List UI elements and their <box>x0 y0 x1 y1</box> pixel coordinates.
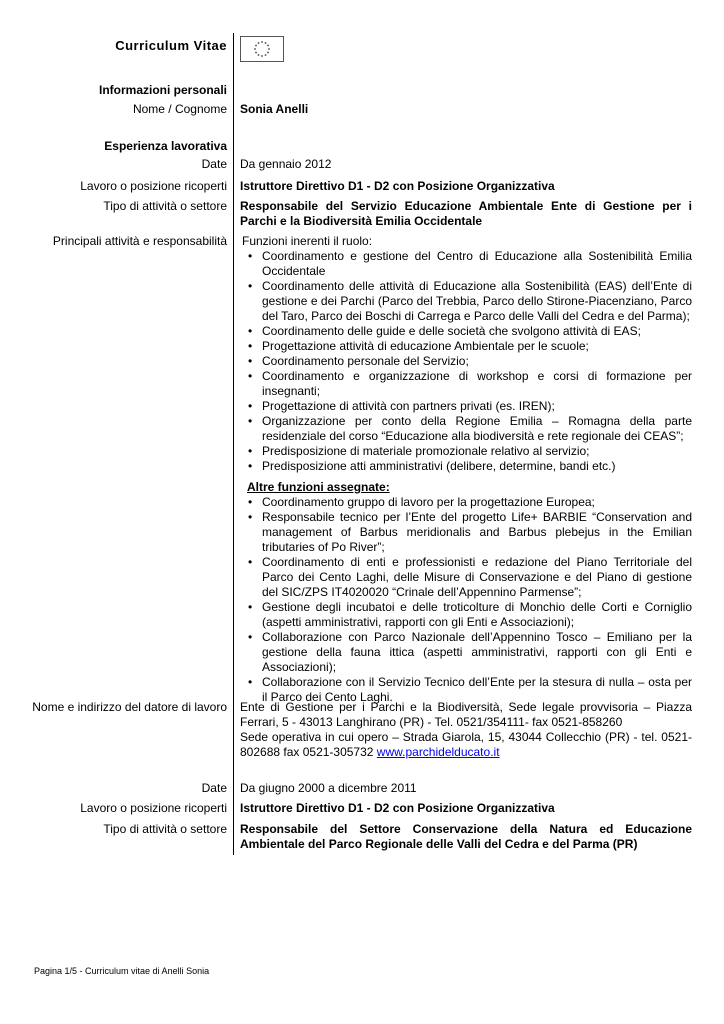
job1-role-value: Istruttore Direttivo D1 - D2 con Posizione Organizzativa <box>240 179 555 193</box>
job1-main-label: Principali attività e responsabilità <box>52 234 227 248</box>
name-value: Sonia Anelli <box>240 102 309 116</box>
list-item: • Coordinamento e gestione del Centro di Educazione alla Sostenibilità Emilia Occidentale <box>242 249 692 279</box>
main-intro: Funzioni inerenti il ruolo: <box>242 234 373 248</box>
job2-type-value: Responsabile del Settore Conservazione della Natura ed Educazione Ambientale del Parco Regionale delle Valli del Cedra e del Parma (PR) <box>240 822 692 851</box>
job1-employer-label: Nome e indirizzo del datore di lavoro <box>32 700 227 714</box>
employer-website-link[interactable]: www.parchidelducato.it <box>376 745 500 759</box>
job1-role-label: Lavoro o posizione ricoperti <box>80 179 227 193</box>
job1-employer-value <box>240 700 692 760</box>
list-item: • Organizzazione per conto della Regione Emilia – Romagna della parte residenziale del corso “Educazione alla biodiversità e rete regionale dei CEAS”; <box>242 414 692 444</box>
list-item: • Predisposizione atti amministrativi (delibere, determine, bandi etc.) <box>242 459 692 474</box>
list-item: • Progettazione attività di educazione Ambientale per le scuole; <box>242 339 692 354</box>
job1-type-value: Responsabile del Servizio Educazione Ambientale Ente di Gestione per i Parchi e la Biodiversità Emilia Occidentale <box>240 199 692 228</box>
job2-role-value: Istruttore Direttivo D1 - D2 con Posizione Organizzativa <box>240 801 555 815</box>
list-item: • Responsabile tecnico per l’Ente del progetto Life+ BARBIE “Conservation and management of Barbus meridionalis and Barbus plebejus in the Emilian tributaries of Po River”; <box>242 510 692 555</box>
job2-date-value: Da giugno 2000 a dicembre 2011 <box>240 781 417 795</box>
page-footer: Pagina 1/5 - Curriculum vitae di Anelli Sonia <box>34 966 210 976</box>
eu-flag-logo <box>240 36 284 62</box>
list-item: • Coordinamento delle attività di Educazione alla Sostenibilità (EAS) dell’Ente di gestione e dei Parchi (Parco del Trebbia, Parco dello Stirone-Piacenziano, Parco del Taro, Parco dei Boschi di Carrega e Parco delle Valli del Cedra e del Parma); <box>242 279 692 324</box>
other-functions-heading: Altre funzioni assegnate: <box>247 480 390 494</box>
employer-operational-text: Sede operativa in cui opero – Strada Giarola, 15, 43044 Collecchio (PR) - tel. 0521-802688 fax 0521-305732 <box>240 730 692 759</box>
list-item: • Predisposizione di materiale promozionale relativo al servizio; <box>242 444 692 459</box>
section-personal-info: Informazioni personali <box>98 83 227 97</box>
cv-title: Curriculum Vitae <box>115 38 227 53</box>
job1-date-label: Date <box>201 157 227 171</box>
list-item: • Coordinamento di enti e professionisti e redazione del Piano Territoriale del Parco dei Cento Laghi, delle Misure di Conservazione e del Piano di gestione del SIC/ZPS IT4020020 “Crinale dell’Appennino Parmense”; <box>242 555 692 600</box>
list-item: • Coordinamento gruppo di lavoro per la progettazione Europea; <box>242 495 692 510</box>
job1-date-value: Da gennaio 2012 <box>240 157 332 171</box>
column-divider <box>233 33 234 855</box>
job2-date-label: Date <box>201 781 227 795</box>
name-label: Nome / Cognome <box>132 102 227 116</box>
list-item: • Collaborazione con il Servizio Tecnico dell’Ente per la stesura di nulla – osta per il Parco dei Cento Laghi. <box>242 675 692 705</box>
list-item: • Coordinamento e organizzazione di workshop e corsi di formazione per insegnanti; <box>242 369 692 399</box>
list-item: • Coordinamento delle guide e delle società che svolgono attività di EAS; <box>242 324 692 339</box>
main-activities-list <box>242 249 692 474</box>
job2-role-label: Lavoro o posizione ricoperti <box>80 801 227 815</box>
other-functions-list <box>242 495 692 705</box>
list-item: • Progettazione di attività con partners privati (es. IREN); <box>242 399 692 414</box>
employer-operational-address <box>240 730 692 760</box>
employer-legal-address: Ente di Gestione per i Parchi e la Biodiversità, Sede legale provvisoria – Piazza Ferrari, 5 - 43013 Langhirano (PR) - Tel. 0521/354111- fax 0521-858260 <box>240 700 692 729</box>
job2-type-label: Tipo di attività o settore <box>103 822 227 836</box>
section-work-experience: Esperienza lavorativa <box>104 139 227 153</box>
list-item: • Gestione degli incubatoi e delle troticolture di Monchio delle Corti e Corniglio (aspetti amministrativi, rapporti con gli Enti e Associazioni); <box>242 600 692 630</box>
list-item: • Coordinamento personale del Servizio; <box>242 354 692 369</box>
job1-main-activities <box>242 234 692 705</box>
list-item: • Collaborazione con Parco Nazionale dell’Appennino Tosco – Emiliano per la gestione della fauna ittica (aspetti amministrativi, rapporti con gli Enti e Associazioni); <box>242 630 692 675</box>
job1-type-label: Tipo di attività o settore <box>103 199 227 213</box>
